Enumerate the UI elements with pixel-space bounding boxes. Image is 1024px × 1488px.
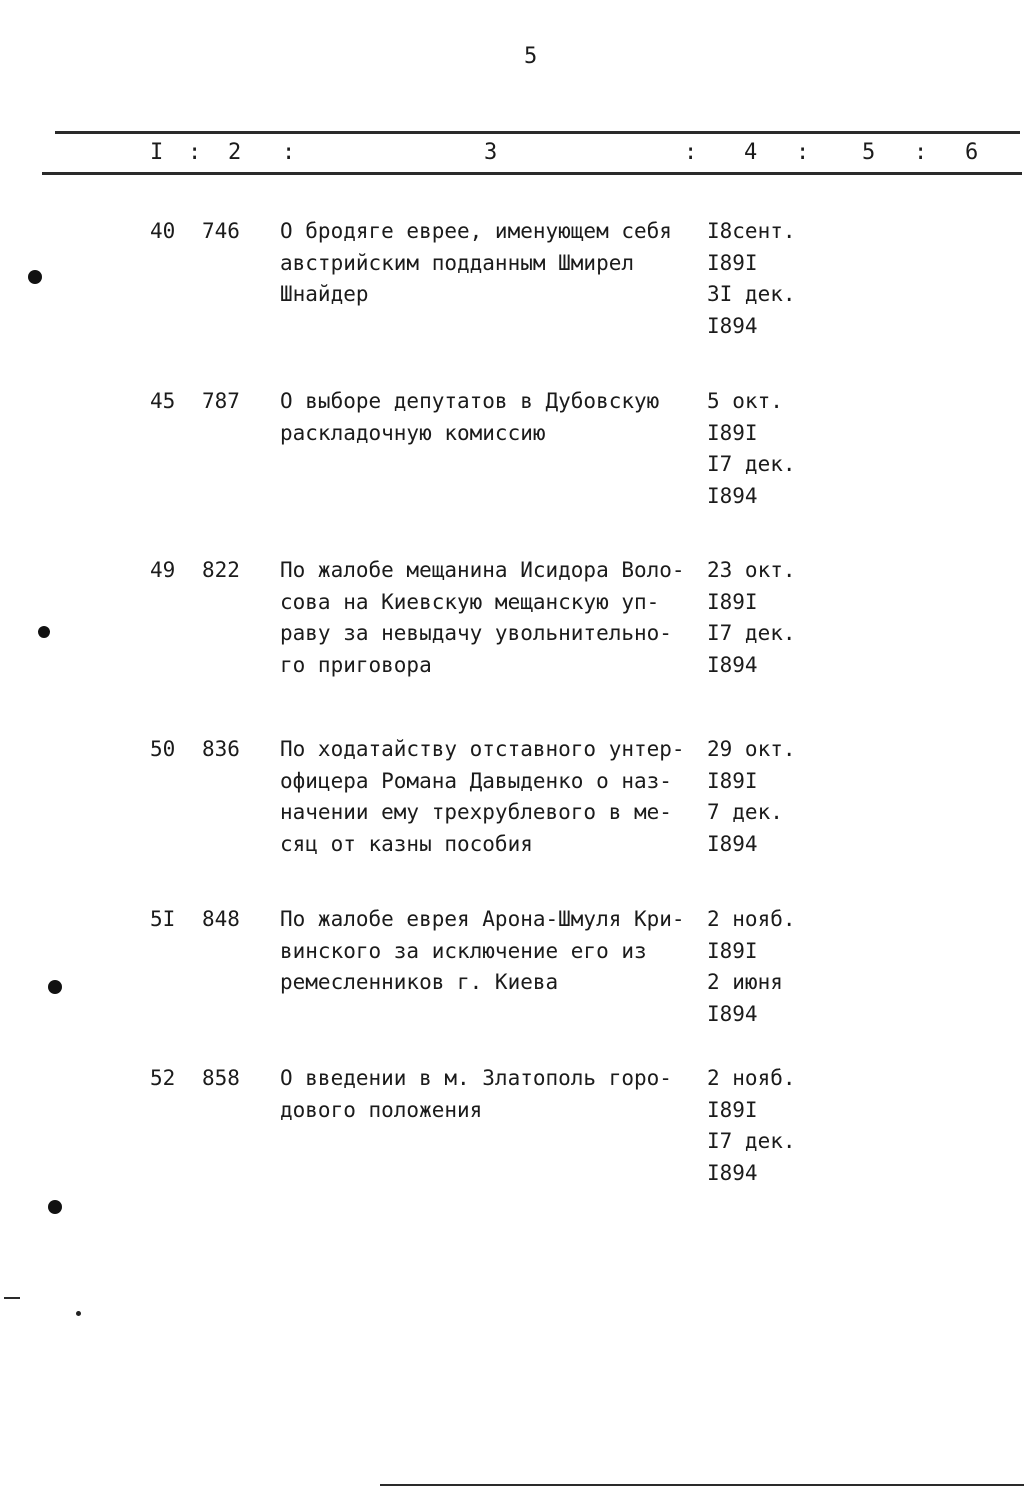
entry-number: 5I — [150, 907, 176, 931]
binding-hole — [48, 1200, 62, 1214]
entry-title — [280, 386, 705, 449]
title-line: По жалобе мещанина Исидора Воло- — [280, 558, 685, 582]
date-line: I894 — [707, 652, 758, 677]
title-line: начении ему трехрублевого в ме- — [280, 800, 672, 824]
title-line: О бродяге еврее, именующем себя — [280, 219, 672, 243]
binding-hole — [38, 626, 50, 638]
file-number: 787 — [202, 389, 240, 413]
header-bottom-rule — [42, 172, 1022, 175]
entry-dates — [707, 386, 817, 512]
page-number: 5 — [524, 44, 538, 69]
title-line: По ходатайству отставного унтер- — [280, 737, 685, 761]
date-line: I7 дек. — [707, 452, 796, 476]
date-line: I7 дек. — [707, 1129, 796, 1153]
title-line: сова на Киевскую мещанскую уп- — [280, 589, 660, 614]
column-header-1: I — [150, 140, 164, 165]
date-line: I89I — [707, 420, 758, 445]
file-number: 746 — [202, 219, 240, 243]
date-line: 3I дек. — [707, 282, 796, 306]
entry-title — [280, 734, 705, 860]
date-line: 2 нояб. — [707, 1066, 796, 1090]
speck — [76, 1311, 81, 1316]
title-line: сяц от казны пособия — [280, 831, 533, 856]
file-number: 858 — [202, 1066, 240, 1090]
entry-number: 45 — [150, 389, 176, 413]
entry-dates — [707, 555, 817, 681]
entry-number: 52 — [150, 1066, 176, 1090]
entry-title — [280, 1063, 705, 1126]
title-line: го приговора — [280, 652, 432, 677]
date-line: 2 июня — [707, 970, 783, 994]
date-line: 23 окт. — [707, 558, 796, 582]
header-top-rule — [55, 131, 1020, 134]
entry-number: 50 — [150, 737, 176, 761]
entry-number: 49 — [150, 558, 176, 582]
date-line: I894 — [707, 313, 758, 338]
date-line: I89I — [707, 1097, 758, 1122]
entry-title — [280, 555, 705, 681]
margin-mark — [4, 1297, 20, 1299]
title-line: По жалобе еврея Арона-Шмуля Кри- — [280, 907, 685, 931]
title-line: винского за исключение его из — [280, 938, 647, 963]
entry-dates — [707, 1063, 817, 1189]
date-line: I894 — [707, 831, 758, 856]
column-separator: : — [796, 140, 810, 165]
title-line: раву за невыдачу увольнительно- — [280, 621, 672, 645]
column-header-4: 4 — [744, 140, 758, 165]
title-line: австрийским подданным Шмирел — [280, 250, 635, 275]
bottom-rule — [380, 1484, 1024, 1486]
entry-dates — [707, 734, 817, 860]
date-line: 29 окт. — [707, 737, 796, 761]
entry-title — [280, 904, 705, 999]
date-line: 7 дек. — [707, 800, 783, 824]
date-line: I894 — [707, 1001, 758, 1026]
title-line: дового положения — [280, 1097, 483, 1122]
entry-dates — [707, 904, 817, 1030]
column-separator: : — [282, 140, 296, 165]
column-separator: : — [188, 140, 202, 165]
title-line: ремесленников г. Киева — [280, 970, 559, 994]
column-header-5: 5 — [862, 140, 876, 165]
file-number: 836 — [202, 737, 240, 761]
column-header-6: 6 — [965, 140, 979, 165]
date-line: I894 — [707, 1160, 758, 1185]
column-separator: : — [914, 140, 928, 165]
file-number: 848 — [202, 907, 240, 931]
date-line: 2 нояб. — [707, 907, 796, 931]
date-line: I89I — [707, 938, 758, 963]
title-line: О введении в м. Златополь горо- — [280, 1066, 672, 1090]
date-line: I7 дек. — [707, 621, 796, 645]
column-header-2: 2 — [228, 140, 242, 165]
date-line: I8сент. — [707, 219, 796, 243]
title-line: раскладочную комиссию — [280, 420, 546, 445]
date-line: 5 окт. — [707, 389, 783, 413]
binding-hole — [28, 270, 42, 284]
column-separator: : — [684, 140, 698, 165]
date-line: I89I — [707, 250, 758, 275]
title-line: офицера Романа Давыденко о наз- — [280, 768, 672, 793]
date-line: I89I — [707, 768, 758, 793]
date-line: I89I — [707, 589, 758, 614]
binding-hole — [48, 980, 62, 994]
title-line: Шнайдер — [280, 282, 369, 306]
entry-title — [280, 216, 705, 311]
entry-dates — [707, 216, 817, 342]
title-line: О выборе депутатов в Дубовскую — [280, 389, 660, 413]
column-header-3: 3 — [484, 140, 498, 165]
file-number: 822 — [202, 558, 240, 582]
entry-number: 40 — [150, 219, 176, 243]
date-line: I894 — [707, 483, 758, 508]
